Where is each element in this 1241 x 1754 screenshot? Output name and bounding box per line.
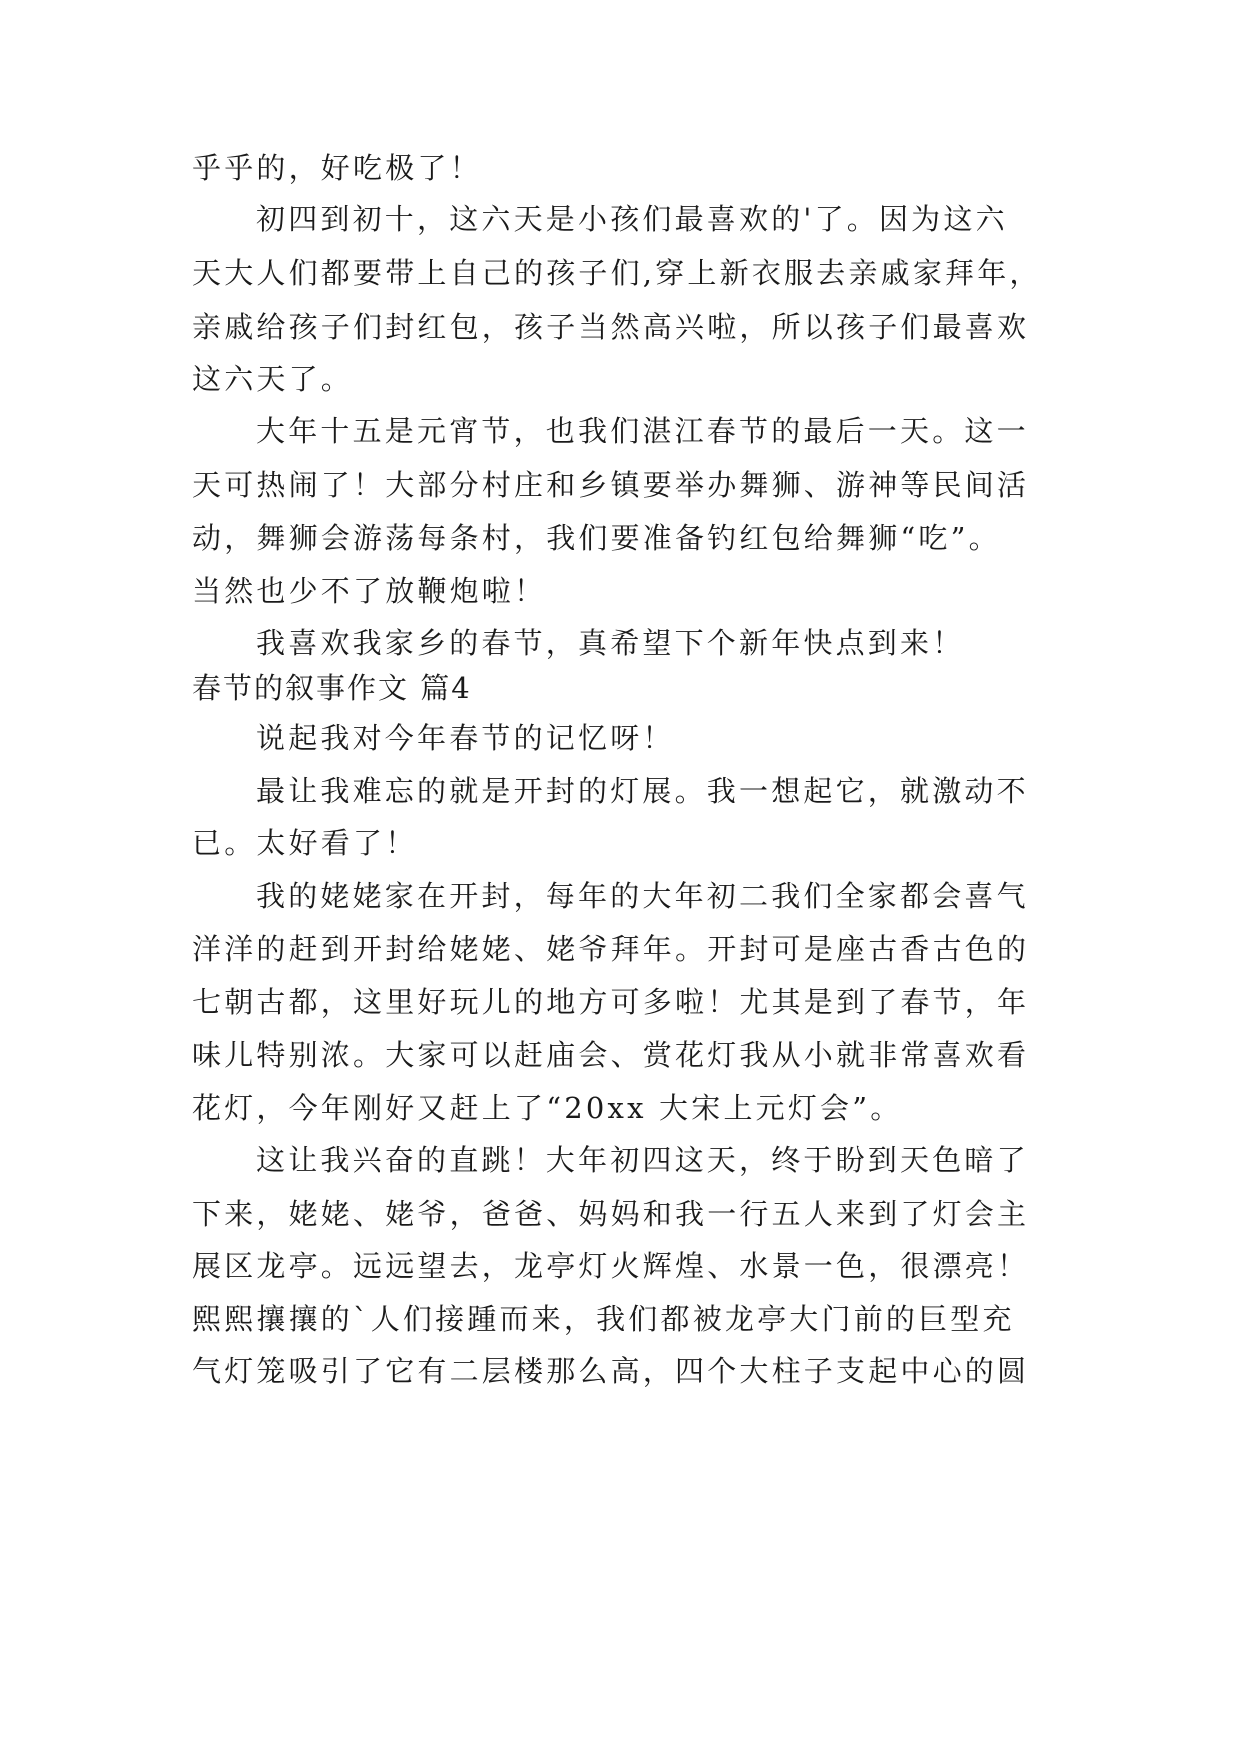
text-line: 天大人们都要带上自己的孩子们,穿上新衣服去亲戚家拜年， [192,256,1042,290]
text-line: 下来，姥姥、姥爷，爸爸、妈妈和我一行五人来到了灯会主 [192,1197,1030,1231]
section-heading: 春节的叙事作文 篇4 [192,671,472,705]
text-line: 乎乎的，好吃极了！ [192,151,482,185]
text-line: 已。太好看了！ [192,826,418,860]
text-line: 熙熙攘攘的`人们接踵而来，我们都被龙亭大门前的巨型充 [192,1302,1015,1336]
text-line: 七朝古都，这里好玩儿的地方可多啦！尤其是到了春节，年 [192,985,1030,1019]
paragraph-start-line: 说起我对今年春节的记忆呀！ [256,721,675,755]
text-line: 洋洋的赶到开封给姥姥、姥爷拜年。开封可是座古香古色的 [192,932,1030,966]
paragraph-start-line: 我的姥姥家在开封，每年的大年初二我们全家都会喜气 [256,879,1029,913]
paragraph-start-line: 初四到初十，这六天是小孩们最喜欢的'了。因为这六 [256,202,1008,236]
paragraph-start-line: 我喜欢我家乡的春节，真希望下个新年快点到来！ [256,626,965,660]
text-line: 花灯，今年刚好又赶上了“20xx 大宋上元灯会”。 [192,1091,903,1125]
paragraph-start-line: 这让我兴奋的直跳！大年初四这天，终于盼到天色暗了 [256,1143,1029,1177]
paragraph-start-line: 最让我难忘的就是开封的灯展。我一想起它，就激动不 [256,774,1029,808]
text-line: 天可热闹了！大部分村庄和乡镇要举办舞狮、游神等民间活 [192,468,1030,502]
text-line: 亲戚给孩子们封红包，孩子当然高兴啦，所以孩子们最喜欢 [192,310,1030,344]
text-line: 这六天了。 [192,362,354,396]
text-line: 味儿特别浓。大家可以赶庙会、赏花灯我从小就非常喜欢看 [192,1038,1030,1072]
paragraph-start-line: 大年十五是元宵节，也我们湛江春节的最后一天。这一 [256,414,1029,448]
text-line: 动，舞狮会游荡每条村，我们要准备钓红包给舞狮“吃”。 [192,521,1001,555]
text-line: 气灯笼吸引了它有二层楼那么高，四个大柱子支起中心的圆 [192,1354,1030,1388]
text-line: 当然也少不了放鞭炮啦！ [192,574,547,608]
text-line: 展区龙亭。远远望去，龙亭灯火辉煌、水景一色，很漂亮！ [192,1249,1030,1283]
